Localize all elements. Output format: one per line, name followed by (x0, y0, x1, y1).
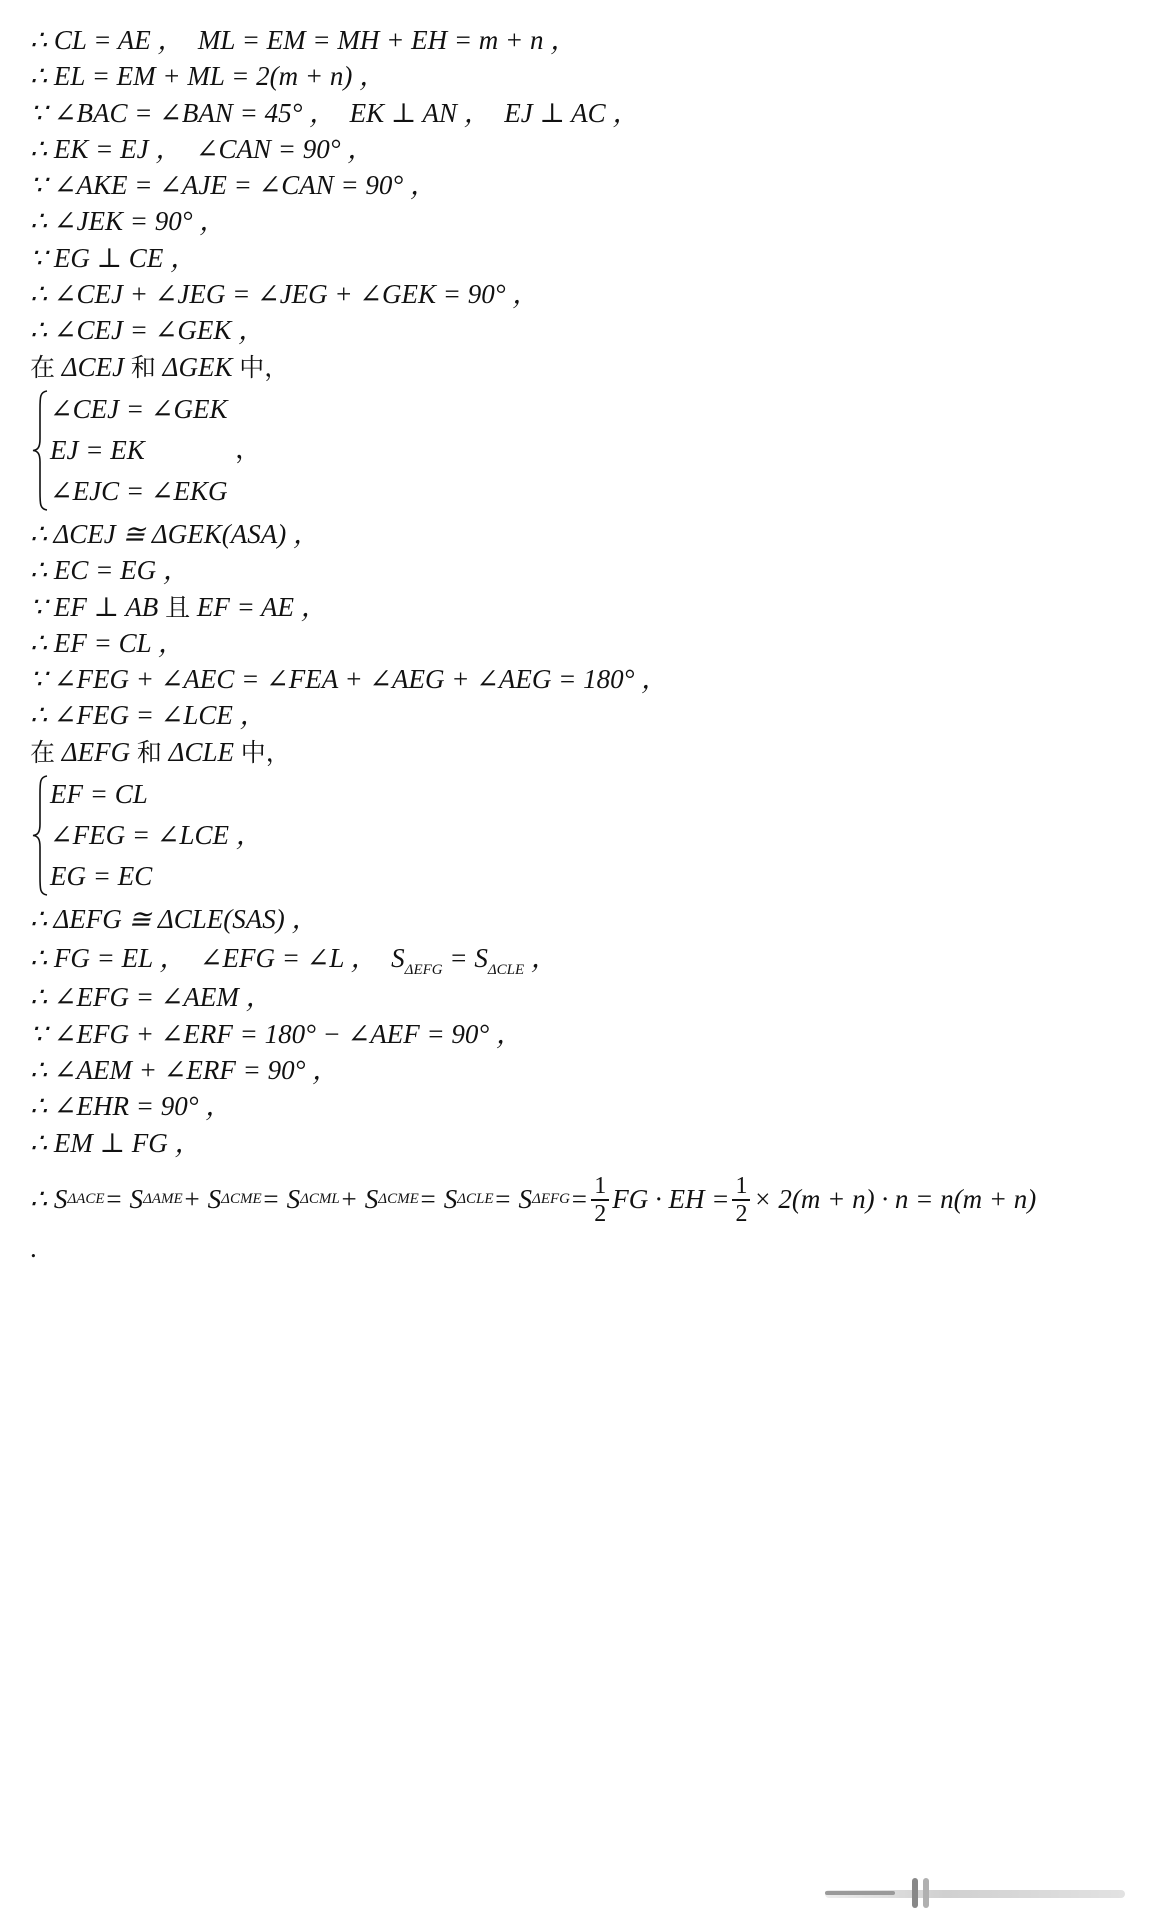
proof-line: ∴ ΔEFG ≅ ΔCLE(SAS) ， (30, 904, 319, 935)
proof-line: ∴ EL = EM + ML = 2(m + n) ， (30, 61, 387, 92)
triangle-intro-2: 在 ΔEFG 和 ΔCLE 中， (30, 736, 291, 767)
fraction-one-half: $\frac{1}{2}$ (732, 1173, 750, 1227)
proof-line: ∴ ∠EHR = 90° ， (30, 1091, 233, 1122)
horizontal-scrollbar[interactable] (825, 1876, 1125, 1910)
proof-block-c (30, 901, 1135, 1161)
proof-line: ∴ EK = EJ ， ∠CAN = 90° ， (30, 133, 375, 164)
proof-line: ∴ ∠JEK = 90° ， (30, 206, 227, 237)
proof-line: ∵ ∠AKE = ∠AJE = ∠CAN = 90° ， (30, 170, 437, 201)
scrollbar-grip-icon[interactable] (895, 1878, 945, 1908)
left-brace-icon (30, 389, 50, 512)
proof-line-area: ∴ FG = EL ， ∠EFG = ∠L ， $S_{\Delta EFG} = S_{\Delta CLE}$ ， (30, 943, 558, 979)
equation-system-2 (30, 774, 1135, 897)
proof-line: ∴ CL = AE ， ML = EM = MH + EH = m + n ， (30, 25, 578, 55)
final-area-equation: ∴ S ΔACE = S ΔAME + S ΔCME = S ΔCML + S ΔCME = S ΔCLE = S ΔEFG = $\frac{1}{2}$ FG · EH = $\frac{1}{2}$ × 2(m + n) · n = n(m + n) (30, 1173, 1037, 1227)
system-equation: EG = EC (50, 861, 153, 892)
system-equation: ∠EJC = ∠EKG (50, 475, 228, 506)
proof-line: ∴ EM ⊥ FG ， (30, 1127, 202, 1158)
system-equation: ∠FEG = ∠LCE ， (50, 820, 263, 851)
equation-system-1 (30, 389, 1135, 512)
proof-block-b (30, 516, 1135, 734)
system-comma: ， (235, 433, 262, 464)
system-lines (50, 774, 263, 897)
proof-line: ∴ ∠CEJ = ∠GEK ， (30, 315, 266, 346)
proof-line: ∴ ∠EFG = ∠AEM ， (30, 982, 273, 1013)
left-brace-icon (30, 774, 50, 897)
triangle-intro-1: 在 ΔCEJ 和 ΔGEK 中， (30, 351, 290, 382)
proof-line: ∵ ∠EFG + ∠ERF = 180° − ∠AEF = 90° ， (30, 1018, 523, 1049)
solution-document (30, 22, 1135, 1263)
proof-line: ∴ ∠FEG = ∠LCE ， (30, 700, 267, 731)
proof-line: ∴ ∠AEM + ∠ERF = 90° ， (30, 1054, 340, 1085)
system-equation: EF = CL (50, 779, 148, 810)
system-lines (50, 389, 227, 512)
trailing-period: . (30, 1232, 37, 1263)
proof-block-a (30, 22, 1135, 349)
proof-line: ∴ EF = CL ， (30, 627, 185, 658)
proof-line: ∵ ∠BAC = ∠BAN = 45° ， EK ⊥ AN ， EJ ⊥ AC ， (30, 97, 640, 128)
proof-line: ∴ EC = EG ， (30, 555, 190, 586)
proof-line: ∴ ∠CEJ + ∠JEG = ∠JEG + ∠GEK = 90° ， (30, 279, 540, 310)
fraction-one-half: $\frac{1}{2}$ (591, 1173, 609, 1227)
system-equation: ∠CEJ = ∠GEK (50, 393, 228, 424)
system-equation: EJ = EK (50, 434, 145, 465)
scrollbar-thumb[interactable] (825, 1891, 895, 1895)
proof-line: ∴ ΔCEJ ≅ ΔGEK(ASA) ， (30, 518, 320, 549)
proof-line: ∵ EG ⊥ CE ， (30, 242, 198, 273)
proof-line: ∵ ∠FEG + ∠AEC = ∠FEA + ∠AEG + ∠AEG = 180° ， (30, 664, 669, 695)
proof-line: ∵ EF ⊥ AB 且 EF = AE ， (30, 591, 328, 622)
